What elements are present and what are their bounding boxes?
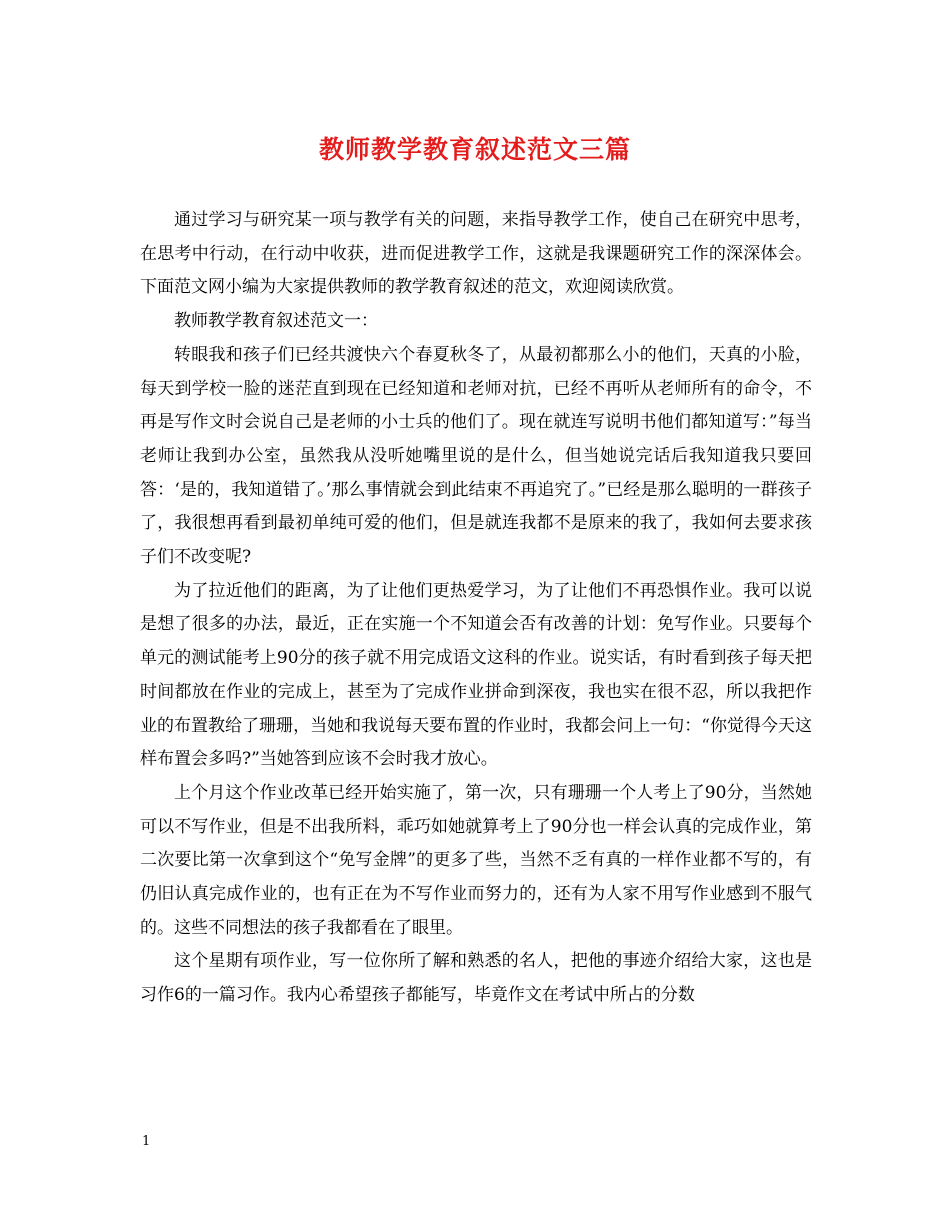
paragraph-section-heading: 教师教学教育叙述范文一： xyxy=(174,311,378,332)
page-number: 1 xyxy=(142,1134,151,1149)
document-title: 教师教学教育叙述范文三篇 xyxy=(318,135,631,164)
paragraph-intro: 通过学习与研究某一项与教学有关的问题，来指导教学工作，使自己在研究中思考，在思考中行动，在行动中收获，进而促进教学工作，这就是我课题研究工作的深深体会。下面范文网小编为大家提供教师的教学教育叙述的范文，欢迎阅读欣赏。 xyxy=(140,210,812,298)
paragraph: 为了拉近他们的距离，为了让他们更热爱学习，为了让他们不再恐惧作业。我可以说是想了很多的办法，最近，正在实施一个不知道会否有改善的计划：免写作业。只要每个单元的测试能考上90分的孩子就不用完成语文这科的作业。说实话，有时看到孩子每天把时间都放在作业的完成上，甚至为了完成作业拼命到深夜，我也实在很不忍，所以我把作业的布置教给了珊珊，当她和我说每天要布置的作业时，我都会问上一句：“你觉得今天这样布置会多吗?”当她答到应该不会时我才放心。 xyxy=(140,580,812,770)
paragraph: 转眼我和孩子们已经共渡快六个春夏秋冬了，从最初都那么小的他们，天真的小脸，每天到学校一脸的迷茫直到现在已经知道和老师对抗，已经不再听从老师所有的命令，不再是写作文时会说自己是老师的小士兵的他们了。现在就连写说明书他们都知道写：”每当老师让我到办公室，虽然我从没听她嘴里说的是什么，但当她说完话后我知道我只要回答：‘是的，我知道错了。’那么事情就会到此结束不再追究了。”已经是那么聪明的一群孩子了，我很想再看到最初单纯可爱的他们，但是就连我都不是原来的我了，我如何去要求孩子们不改变呢? xyxy=(140,344,812,568)
document-body xyxy=(140,204,812,1013)
paragraph: 这个星期有项作业，写一位你所了解和熟悉的名人，把他的事迹介绍给大家，这也是习作6的一篇习作。我内心希望孩子都能写，毕竟作文在考试中所占的分数 xyxy=(140,951,812,1006)
paragraph: 上个月这个作业改革已经开始实施了，第一次，只有珊珊一个人考上了90分，当然她可以不写作业，但是不出我所料，乖巧如她就算考上了90分也一样会认真的完成作业，第二次要比第一次拿到这个“免写金牌”的更多了些，当然不乏有真的一样作业都不写的，有仍旧认真完成作业的，也有正在为不写作业而努力的，还有为人家不用写作业感到不服气的。这些不同想法的孩子我都看在了眼里。 xyxy=(140,782,812,938)
